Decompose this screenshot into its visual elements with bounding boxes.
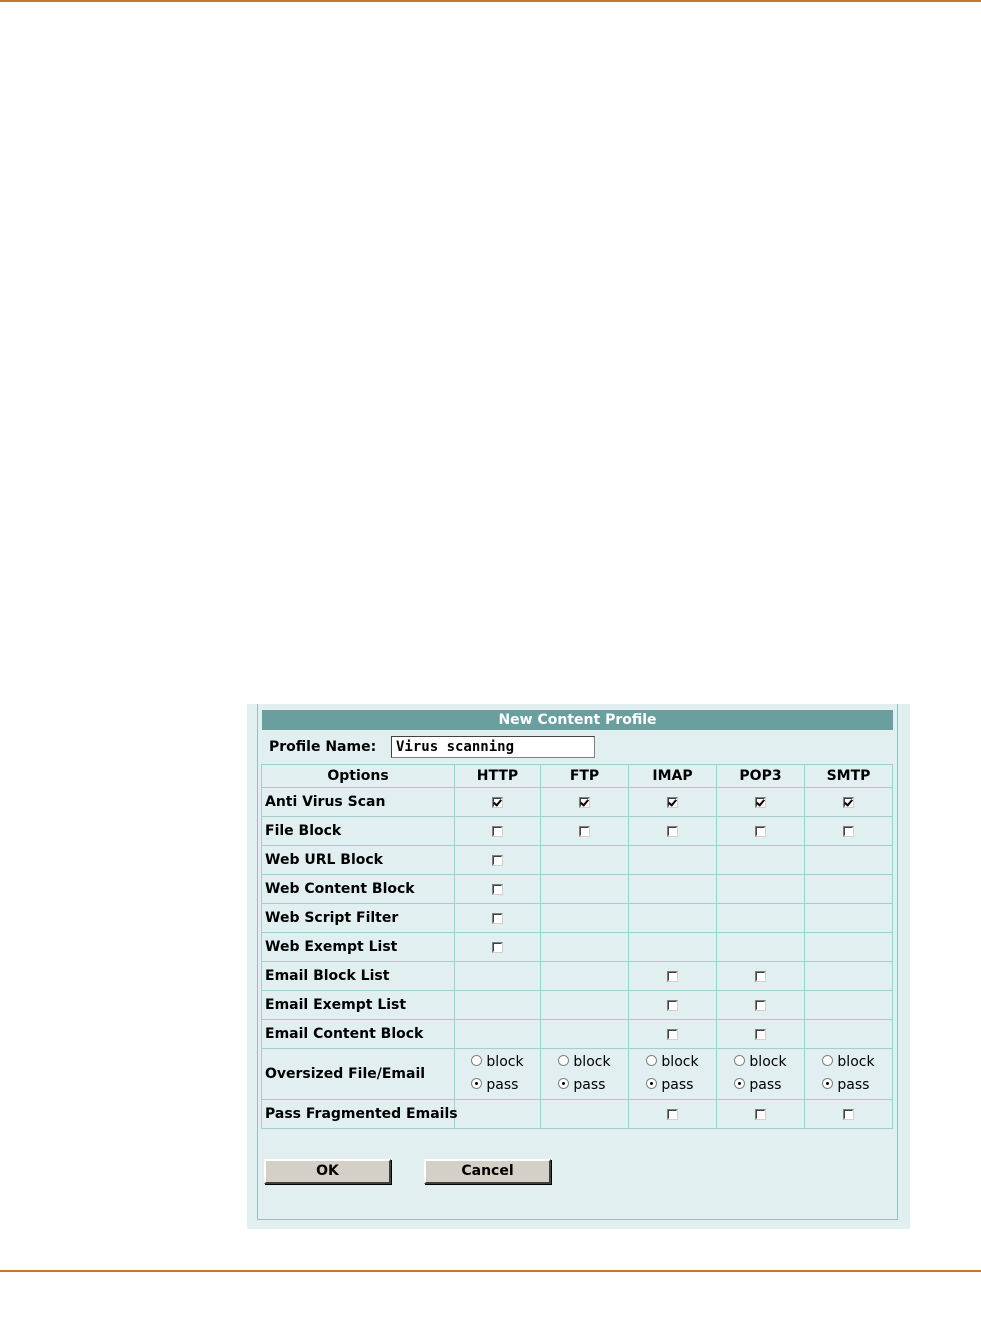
radio-button-pass[interactable]: [471, 1078, 482, 1089]
cell-imap: [629, 1020, 717, 1049]
table-row: [262, 875, 893, 904]
cell-ftp: [541, 991, 629, 1020]
cell-http: [455, 904, 541, 933]
cell-http: [455, 991, 541, 1020]
radio-option-block[interactable]: [558, 1051, 610, 1074]
cell-ftp: [541, 846, 629, 875]
radio-label: pass: [486, 1077, 519, 1093]
cell-ftp: [541, 1020, 629, 1049]
table-row: [262, 962, 893, 991]
table-row: [262, 1100, 893, 1129]
radio-option-block[interactable]: [646, 1051, 698, 1074]
radio-option-pass[interactable]: [822, 1074, 874, 1097]
profile-name-label: Profile Name:: [269, 739, 377, 755]
cell-imap: [629, 962, 717, 991]
table-row: [262, 1020, 893, 1049]
checkbox-http[interactable]: [492, 942, 503, 953]
cell-imap: [629, 1049, 717, 1100]
radio-button-block[interactable]: [734, 1055, 745, 1066]
checkbox-pop3[interactable]: [755, 1000, 766, 1011]
cell-pop3: [717, 817, 805, 846]
cell-pop3: [717, 991, 805, 1020]
radio-label: block: [837, 1054, 875, 1070]
cell-smtp: [805, 991, 893, 1020]
checkbox-imap[interactable]: [667, 1000, 678, 1011]
checkbox-imap[interactable]: [667, 1109, 678, 1120]
profile-name-input[interactable]: [391, 736, 595, 758]
cell-ftp: [541, 1100, 629, 1129]
radio-group-imap: [646, 1051, 698, 1097]
radio-option-pass[interactable]: [734, 1074, 786, 1097]
checkbox-imap[interactable]: [667, 797, 678, 808]
cell-pop3: [717, 1020, 805, 1049]
column-header-http: HTTP: [455, 765, 541, 788]
cell-ftp: [541, 817, 629, 846]
radio-label: pass: [573, 1077, 606, 1093]
cell-ftp: [541, 788, 629, 817]
cancel-button[interactable]: Cancel: [424, 1159, 551, 1184]
cell-smtp: [805, 1049, 893, 1100]
cell-imap: [629, 1100, 717, 1129]
cell-ftp: [541, 875, 629, 904]
radio-button-block[interactable]: [822, 1055, 833, 1066]
radio-label: pass: [661, 1077, 694, 1093]
option-label: Web URL Block: [262, 846, 455, 875]
cell-imap: [629, 788, 717, 817]
radio-button-pass[interactable]: [822, 1078, 833, 1089]
cell-smtp: [805, 846, 893, 875]
radio-option-block[interactable]: [471, 1051, 523, 1074]
checkbox-imap[interactable]: [667, 1029, 678, 1040]
cell-imap: [629, 846, 717, 875]
table-row: [262, 1049, 893, 1100]
cell-pop3: [717, 933, 805, 962]
cell-smtp: [805, 904, 893, 933]
option-label: File Block: [262, 817, 455, 846]
cell-pop3: [717, 875, 805, 904]
radio-option-pass[interactable]: [558, 1074, 610, 1097]
option-label: Email Content Block: [262, 1020, 455, 1049]
cell-smtp: [805, 875, 893, 904]
cell-pop3: [717, 962, 805, 991]
cell-pop3: [717, 846, 805, 875]
cell-http: [455, 817, 541, 846]
table-row: [262, 788, 893, 817]
column-header-ftp: FTP: [541, 765, 629, 788]
ok-button[interactable]: OK: [264, 1159, 391, 1184]
column-header-pop3: POP3: [717, 765, 805, 788]
option-label: Pass Fragmented Emails: [262, 1100, 455, 1129]
radio-label: block: [661, 1054, 699, 1070]
table-row: [262, 991, 893, 1020]
checkbox-http[interactable]: [492, 884, 503, 895]
cell-http: [455, 962, 541, 991]
radio-label: pass: [749, 1077, 782, 1093]
column-header-imap: IMAP: [629, 765, 717, 788]
cell-http: [455, 788, 541, 817]
option-label: Oversized File/Email: [262, 1049, 455, 1100]
cell-http: [455, 1049, 541, 1100]
cell-ftp: [541, 1049, 629, 1100]
cell-pop3: [717, 788, 805, 817]
table-header-row: [262, 765, 893, 788]
table-row: [262, 933, 893, 962]
options-table: [261, 764, 893, 1129]
cell-http: [455, 1020, 541, 1049]
radio-button-pass[interactable]: [734, 1078, 745, 1089]
cell-imap: [629, 991, 717, 1020]
cell-imap: [629, 817, 717, 846]
content-profile-panel: [247, 704, 910, 1229]
radio-button-block[interactable]: [471, 1055, 482, 1066]
radio-group-pop3: [734, 1051, 786, 1097]
radio-option-pass[interactable]: [646, 1074, 698, 1097]
checkbox-http[interactable]: [492, 797, 503, 808]
cell-http: [455, 1100, 541, 1129]
cell-imap: [629, 875, 717, 904]
cell-smtp: [805, 817, 893, 846]
radio-option-block[interactable]: [734, 1051, 786, 1074]
checkbox-http[interactable]: [492, 855, 503, 866]
checkbox-smtp[interactable]: [843, 826, 854, 837]
cell-ftp: [541, 962, 629, 991]
cell-http: [455, 933, 541, 962]
cell-pop3: [717, 904, 805, 933]
radio-button-pass[interactable]: [558, 1078, 569, 1089]
checkbox-imap[interactable]: [667, 826, 678, 837]
radio-label: block: [486, 1054, 524, 1070]
cell-pop3: [717, 1049, 805, 1100]
option-label: Email Block List: [262, 962, 455, 991]
checkbox-pop3[interactable]: [755, 1029, 766, 1040]
bottom-rule: [0, 1270, 981, 1272]
option-label: Anti Virus Scan: [262, 788, 455, 817]
checkbox-pop3[interactable]: [755, 797, 766, 808]
radio-label: pass: [837, 1077, 870, 1093]
cell-smtp: [805, 962, 893, 991]
table-row: [262, 846, 893, 875]
option-label: Email Exempt List: [262, 991, 455, 1020]
cell-imap: [629, 933, 717, 962]
option-label: Web Exempt List: [262, 933, 455, 962]
checkbox-pop3[interactable]: [755, 971, 766, 982]
option-label: Web Script Filter: [262, 904, 455, 933]
radio-button-block[interactable]: [558, 1055, 569, 1066]
radio-group-ftp: [558, 1051, 610, 1097]
radio-group-smtp: [822, 1051, 874, 1097]
checkbox-ftp[interactable]: [579, 797, 590, 808]
column-header-options: Options: [262, 765, 455, 788]
checkbox-pop3[interactable]: [755, 826, 766, 837]
checkbox-ftp[interactable]: [579, 826, 590, 837]
cell-http: [455, 875, 541, 904]
table-row: [262, 904, 893, 933]
cell-smtp: [805, 1100, 893, 1129]
radio-label: block: [573, 1054, 611, 1070]
cell-ftp: [541, 933, 629, 962]
cell-smtp: [805, 1020, 893, 1049]
radio-button-pass[interactable]: [646, 1078, 657, 1089]
checkbox-imap[interactable]: [667, 971, 678, 982]
radio-label: block: [749, 1054, 787, 1070]
checkbox-pop3[interactable]: [755, 1109, 766, 1120]
cell-imap: [629, 904, 717, 933]
radio-button-block[interactable]: [646, 1055, 657, 1066]
checkbox-http[interactable]: [492, 826, 503, 837]
cell-ftp: [541, 904, 629, 933]
cell-smtp: [805, 933, 893, 962]
radio-option-block[interactable]: [822, 1051, 874, 1074]
checkbox-smtp[interactable]: [843, 797, 854, 808]
checkbox-http[interactable]: [492, 913, 503, 924]
column-header-smtp: SMTP: [805, 765, 893, 788]
cell-pop3: [717, 1100, 805, 1129]
radio-option-pass[interactable]: [471, 1074, 523, 1097]
table-row: [262, 817, 893, 846]
top-rule: [0, 0, 981, 2]
checkbox-smtp[interactable]: [843, 1109, 854, 1120]
dialog-title: New Content Profile: [262, 710, 893, 730]
option-label: Web Content Block: [262, 875, 455, 904]
cell-http: [455, 846, 541, 875]
cell-smtp: [805, 788, 893, 817]
radio-group-http: [471, 1051, 523, 1097]
